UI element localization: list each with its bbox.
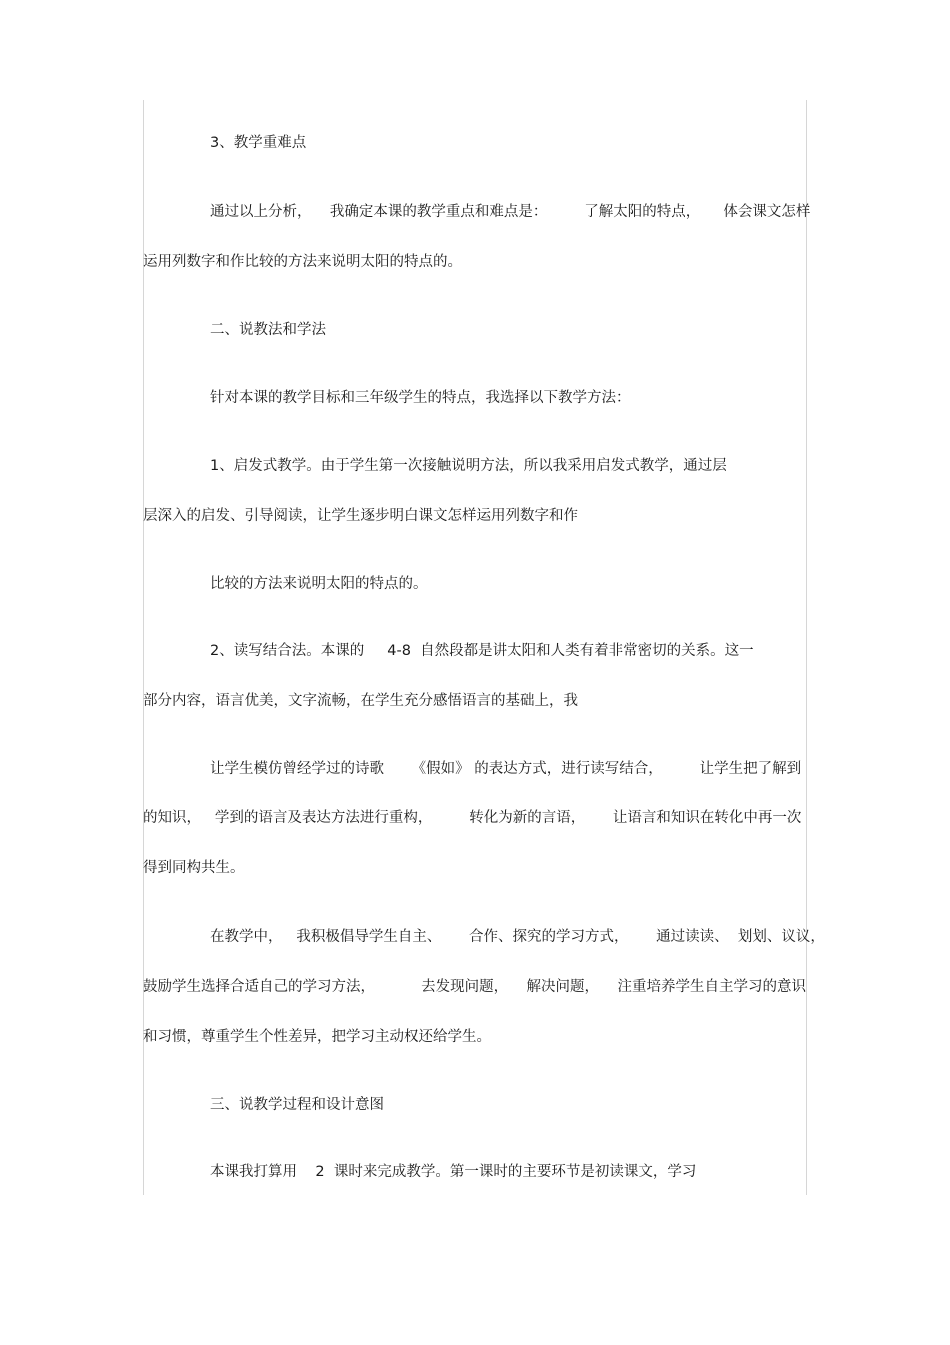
paragraph-line: 部分内容，语言优美，文字流畅，在学生充分感悟语言的基础上，我 — [143, 693, 578, 709]
paragraph-line: 1、启发式教学。由于学生第一次接触说明方法，所以我采用启发式教学，通过层 — [210, 458, 727, 474]
paragraph-line: 比较的方法来说明太阳的特点的。 — [210, 576, 428, 592]
paragraph-line: 通过以上分析， 我确定本课的教学重点和难点是： 了解太阳的特点， 体会课文怎样 — [210, 204, 811, 220]
paragraph-line: 针对本课的教学目标和三年级学生的特点，我选择以下教学方法： — [210, 390, 631, 406]
paragraph-line: 得到同构共生。 — [143, 860, 245, 876]
paragraph-line: 2、读写结合法。本课的 4-8 自然段都是讲太阳和人类有着非常密切的关系。这一 — [210, 643, 754, 659]
right-margin-rule — [806, 100, 807, 1195]
section-heading-key-points: 3、教学重难点 — [210, 135, 307, 151]
paragraph-line: 的知识， 学到的语言及表达方法进行重构， 转化为新的言语， 让语言和知识在转化中再一次 — [143, 810, 802, 826]
section-heading-process: 三、说教学过程和设计意图 — [210, 1097, 384, 1113]
paragraph-line: 让学生模仿曾经学过的诗歌 《假如》 的表达方式，进行读写结合， 让学生把了解到 — [210, 761, 802, 777]
paragraph-line: 在教学中， 我积极倡导学生自主、 合作、探究的学习方式， 通过读读、 划划、议议， — [210, 929, 825, 945]
paragraph-line: 运用列数字和作比较的方法来说明太阳的特点的。 — [143, 254, 462, 270]
paragraph-line: 层深入的启发、引导阅读，让学生逐步明白课文怎样运用列数字和作 — [143, 508, 578, 524]
section-heading-methods: 二、说教法和学法 — [210, 322, 326, 338]
paragraph-line: 和习惯，尊重学生个性差异，把学习主动权还给学生。 — [143, 1029, 491, 1045]
paragraph-line: 鼓励学生选择合适自己的学习方法， 去发现问题， 解决问题， 注重培养学生自主学习的意识 — [143, 979, 806, 995]
paragraph-line: 本课我打算用 2 课时来完成教学。第一课时的主要环节是初读课文，学习 — [210, 1164, 697, 1180]
